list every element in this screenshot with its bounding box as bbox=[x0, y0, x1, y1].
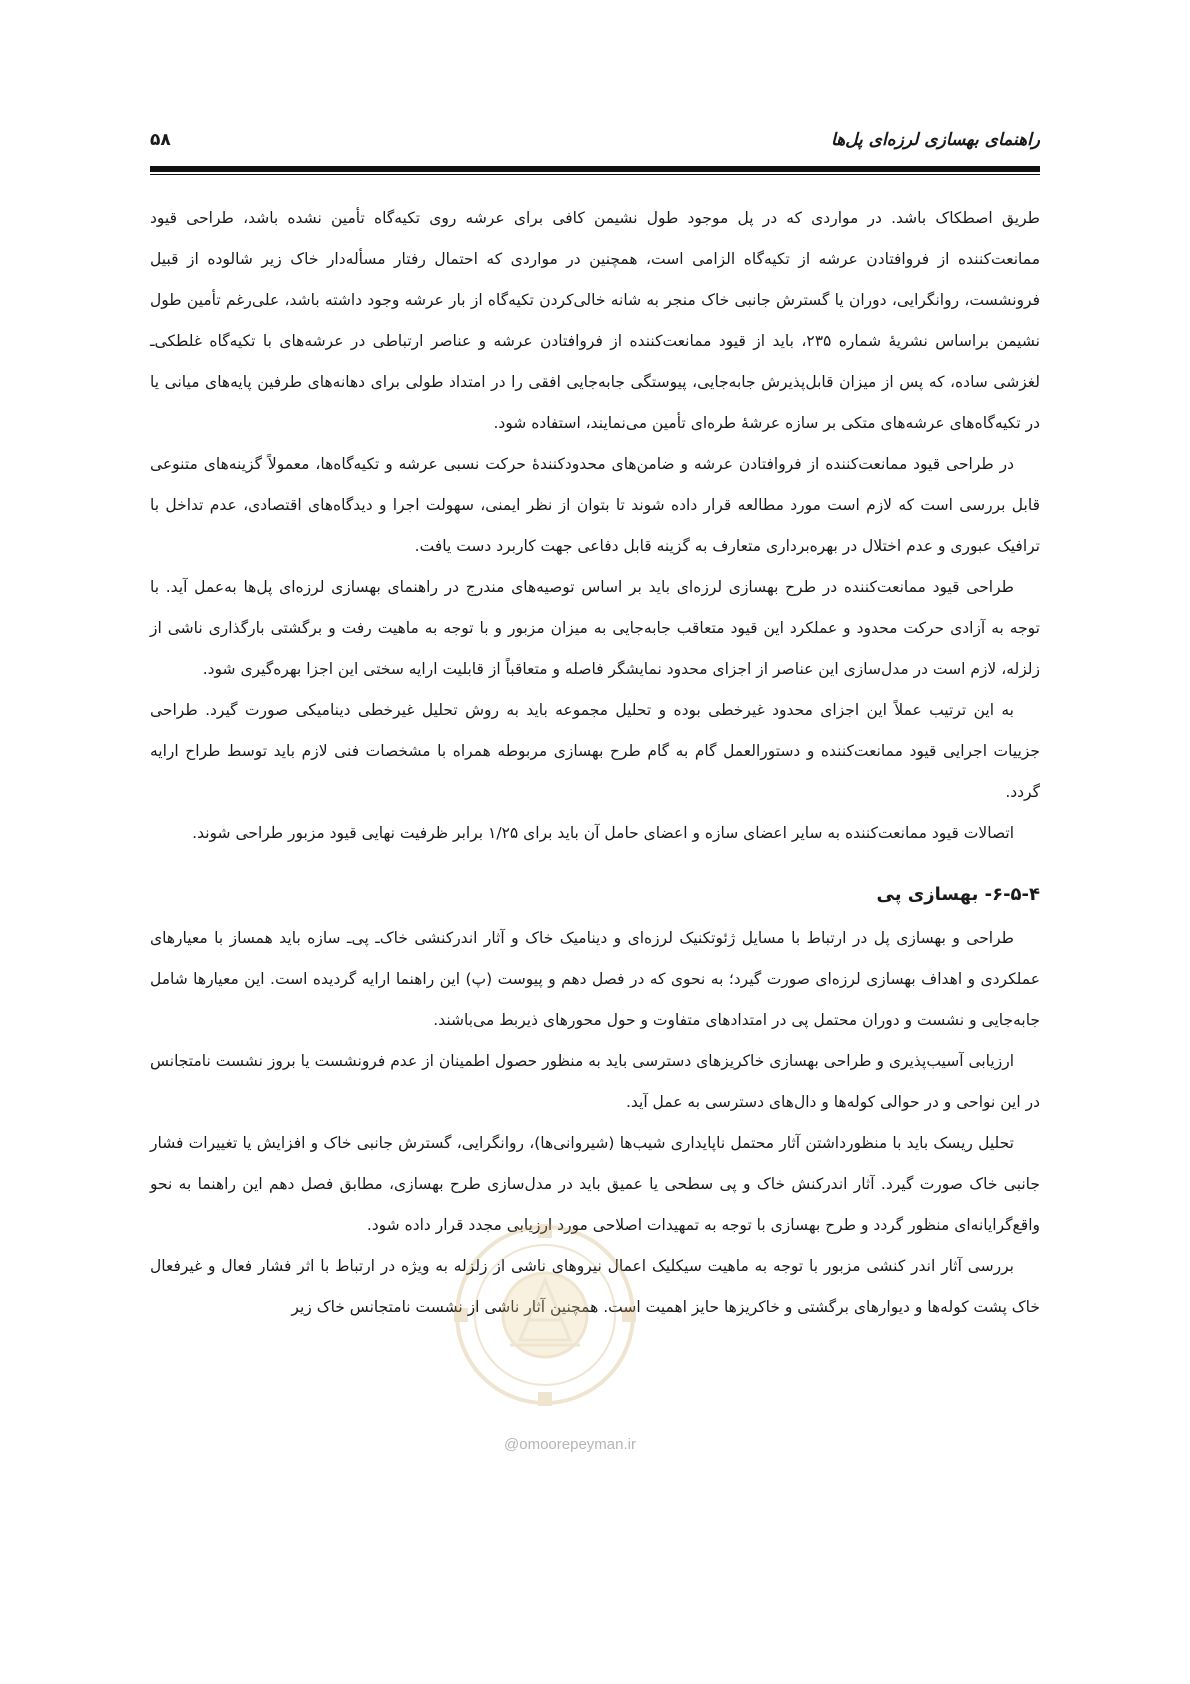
paragraph: بررسی آثار اندر کنشی مزبور با توجه به ماهیت سیکلیک اعمال نیروهای ناشی از زلزله به ویژه در ارتباط با اثر فشار فعال و غیرفعال خاک پشت کوله‌ها و دیوارهای برگشتی و خاکریزها حایز اهمیت است. همچنین آثار ناشی از نشست نامتجانس خاک زیر bbox=[150, 1257, 1040, 1316]
header-rule-thin bbox=[150, 174, 1040, 175]
paragraph: طریق اصطکاک باشد. در مواردی که در پل موجود طول نشیمن کافی برای عرشه روی تکیه‌گاه تأمین نشده باشد، طراحی قیود ممانعت‌کننده از فروافتادن عرشه از تکیه‌گاه الزامی است، همچنین در مواردی که احتمال رفتار مسأله‌دار خاک زیر شالوده از قبیل فرونشست، روانگرایی، دوران یا گسترش جانبی خاک منجر به شانه خالی‌کردن تکیه‌گاه از بار عرشه وجود داشته باشد، علی‌رغم تأمین طول نشیمن براساس نشریهٔ شماره ۲۳۵، باید از قیود ممانعت‌کننده از فروافتادن عرشه و عناصر ارتباطی در عرشه‌های با تکیه‌گاه غلطکی‌ـ لغزشی ساده، که پس از میزان قابل‌پذیرش جابه‌جایی، پیوستگی جابه‌جایی افقی را در امتداد طولی برای دهانه‌های طرفین پایه‌های میانی یا در تکیه‌گاه‌های عرشه‌های متکی بر سازه عرشهٔ طره‌ای تأمین می‌نمایند، استفاده شود. bbox=[150, 209, 1040, 432]
section-heading: ۶-۵-۴- بهسازی پی bbox=[876, 884, 1040, 905]
paragraph: اتصالات قیود ممانعت‌کننده به سایر اعضای سازه و اعضای حامل آن باید برای ۱/۲۵ برابر ظرفیت نهایی قیود مزبور طراحی شوند. bbox=[192, 824, 1014, 842]
paragraph: در طراحی قیود ممانعت‌کننده از فروافتادن عرشه و ضامن‌های محدودکنندهٔ حرکت نسبی عرشه و تکیه‌گاه‌ها، معمولاً گزینه‌های متنوعی قابل بررسی است که لازم است مورد مطالعه قرار داده شوند تا بتوان از نظر ایمنی، سهولت اجرا و دیدگاه‌های اقتصادی، عدم تداخل با ترافیک عبوری و عدم اختلال در بهره‌برداری متعارف به گزینه قابل دفاعی جهت کاربرد دست یافت. bbox=[150, 455, 1040, 555]
paragraph: ارزیابی آسیب‌پذیری و طراحی بهسازی خاکریزهای دسترسی باید به منظور حصول اطمینان از عدم فرونشست یا بروز نشست نامتجانس در این نواحی و در حوالی کوله‌ها و دال‌های دسترسی به عمل آید. bbox=[150, 1052, 1040, 1111]
paragraph: طراحی قیود ممانعت‌کننده در طرح بهسازی لرزه‌ای باید بر اساس توصیه‌های مندرج در راهنمای بهسازی لرزه‌ای پل‌ها به‌عمل آید. با توجه به آزادی حرکت محدود و عملکرد این قیود متعاقب جابه‌جایی به میزان مزبور و با توجه به ماهیت رفت و برگشتی بارگذاری ناشی از زلزله، لازم است در مدل‌سازی این عناصر از اجزای محدود نمایشگر فاصله و متعاقباً از قابلیت ارایه سختی این اجزا بهره‌گیری شود. bbox=[150, 578, 1040, 678]
body-text bbox=[150, 198, 1040, 1328]
watermark-url: @omoorepeyman.ir bbox=[504, 1436, 636, 1453]
page-number: ۵۸ bbox=[150, 130, 171, 150]
paragraph: طراحی و بهسازی پل در ارتباط با مسایل ژئوتکنیک لرزه‌ای و دینامیک خاک و آثار اندرکنشی خاک‌ـ پی‌ـ سازه باید همساز با معیارهای عملکردی و اهداف بهسازی لرزه‌ای صورت گیرد؛ به نحوی که در فصل دهم و پیوست (پ) این راهنما ارایه گردیده است. این معیارها شامل جابه‌جایی و نشست و دوران محتمل پی در امتدادهای متفاوت و حول محورهای ذیربط می‌باشند. bbox=[150, 929, 1040, 1029]
paragraph: تحلیل ریسک باید با منظورداشتن آثار محتمل ناپایداری شیب‌ها (شیروانی‌ها)، روانگرایی، گسترش جانبی خاک و افزایش یا تغییرات فشار جانبی خاک صورت گیرد. آثار اندرکنش خاک و پی سطحی یا عمیق باید در مدل‌سازی طرح بهسازی، مطابق فصل دهم این راهنما به نحو واقع‌گرایانه‌ای منظور گردد و طرح بهسازی با توجه به تمهیدات اصلاحی مورد ارزیابی مجدد قرار داده شود. bbox=[150, 1134, 1040, 1234]
page-header bbox=[150, 128, 1040, 164]
running-title: راهنمای بهسازی لرزه‌ای پل‌ها bbox=[831, 130, 1040, 150]
header-rule bbox=[150, 166, 1040, 172]
paragraph: به این ترتیب عملاً این اجزای محدود غیرخطی بوده و تحلیل مجموعه باید به روش تحلیل غیرخطی دینامیکی صورت گیرد. طراحی جزییات اجرایی قیود ممانعت‌کننده و دستورالعمل گام به گام طرح بهسازی مربوطه همراه با مشخصات فنی لازم باید توسط طراح ارایه گردد. bbox=[150, 701, 1040, 801]
